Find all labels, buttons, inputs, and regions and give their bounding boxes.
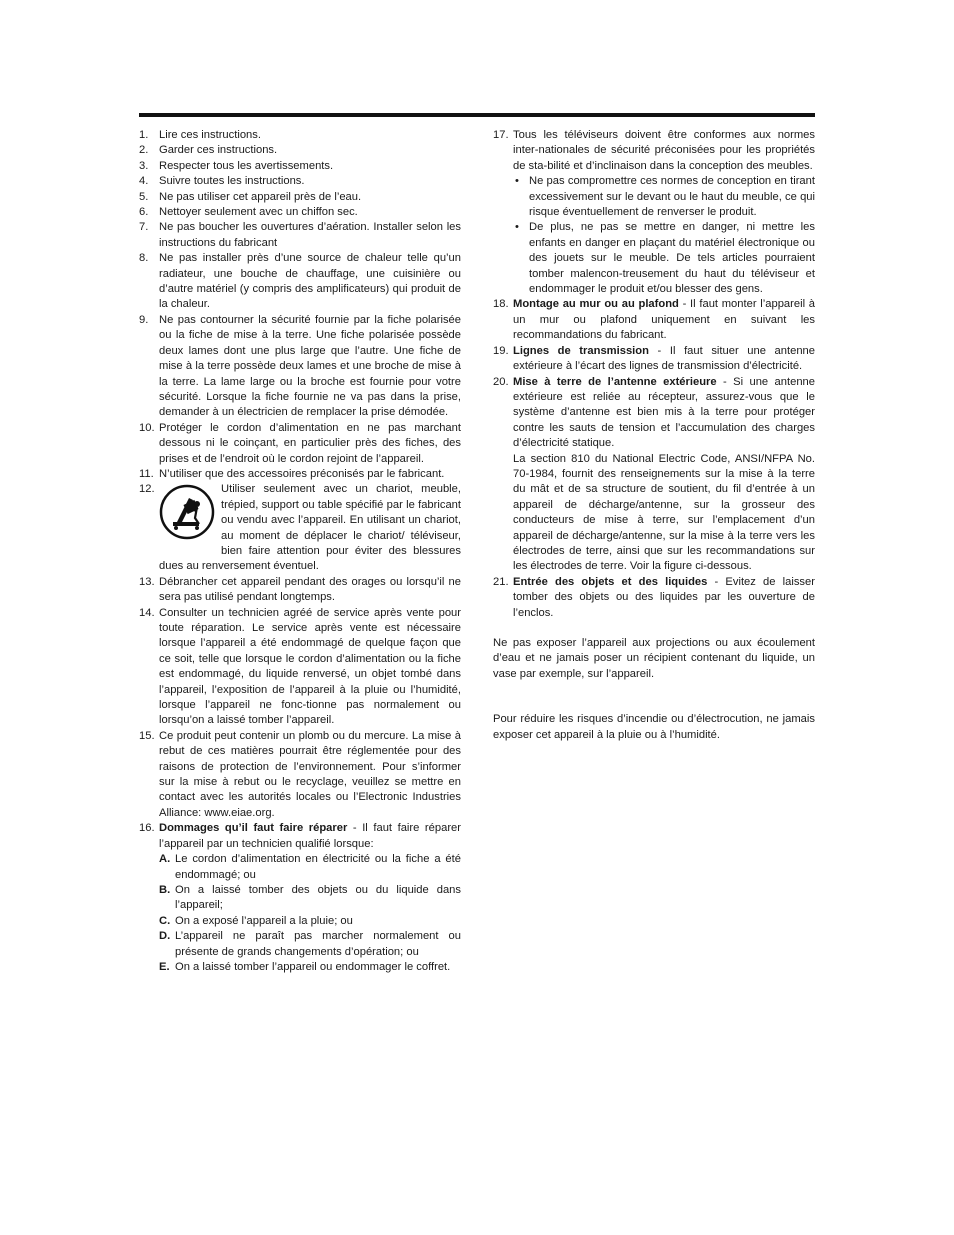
list-item-8: 8. Ne pas installer près d’une source de chaleur telle qu’un radiateur, une bouche de chauffage, une cuisinière ou d’autre matériel (y compris des amplificateurs) qui produit de la chaleur.	[139, 252, 461, 311]
list-item-10: 10. Protéger le cordon d’alimentation en ne pas marchant dessous ni le coinçant, en particulier près des fiches, des prises et de l’endroit où le cordon rejoint de l’appareil.	[139, 421, 461, 465]
right-column	[493, 128, 815, 743]
item18-heading: Montage au mur ou au plafond	[513, 298, 679, 311]
sub-item-e: E. On a laissé tomber l’appareil ou endommager le coffret.	[159, 960, 451, 973]
item21-heading: Entrée des objets et des liquides	[513, 575, 708, 588]
left-column	[139, 128, 461, 975]
item19-heading: Lignes de transmission	[513, 344, 649, 357]
item16-heading: Dommages qu’il faut faire réparer	[159, 822, 348, 835]
sub-item-a: A. Le cordon d’alimentation en électricité ou la fiche a été endommagé; ou	[159, 853, 461, 881]
bullet-item: • De plus, ne pas se mettre en danger, ni mettre les enfants en danger en plaçant du matériel électronique ou des jouets sur le meuble. De tels articles pourraient tomber malencon-treusement du haut du téléviseur et endommager le produit et/ou blesser des gens.	[515, 221, 815, 296]
list-item-9: 9. Ne pas contourner la sécurité fournie par la fiche polarisée ou la fiche de mise à la terre. Une fiche polarisée possède deux lames dont une plus large que l’autre. Une fiche de mise à la terre possède deux lames et une broche de mise à la terre. La lame large ou la broche est fournie pour votre sécurité. Lorsque la fiche fournie ne va pas dans la prise, demander à un électricien de remplacer la prise démodée.	[139, 313, 461, 419]
item20-nec-paragraph: La section 810 du National Electric Code, ANSI/NFPA No. 70-1984, fournit des renseignements sur la mise à la terre du mât et de sa structure de soutient, du fil d’entrée à un appareil de décharge/antenne, sur la grosseur des conducteurs de mise à terre, sur l’emplacement d’un appareil de décharge/antenne, sur la mise à la terre vers les électrodes de terre, ainsi que sur les recommandations sur les électrodes de terre. Voir la figure ci-dessous.	[513, 452, 815, 573]
cart-tip-over-warning-icon	[159, 484, 215, 542]
sub-item-d: D. L’appareil ne paraît pas marcher normalement ou présente de grands changements d’opération; ou	[159, 930, 461, 958]
list-item-2: 2. Garder ces instructions.	[139, 144, 278, 157]
sub-item-b: B. On a laissé tomber des objets ou du liquide dans l’appareil;	[159, 883, 461, 912]
list-item-21: 21. Entrée des objets et des liquides - Evitez de laisser tomber des objets ou des liquides par les ouverture de l’enclos.	[493, 575, 815, 619]
list-item-15: 15. Ce produit peut contenir un plomb ou du mercure. La mise à rebut de ces matières pourrait être réglementée pour des raisons de protection de l’environnement. Pour s’informer sur la mise à rebut ou le recyclage, veuillez se mettre en contact avec les autorités locales ou l’Electronic Industries Alliance: www.eiae.org.	[139, 729, 461, 819]
fire-shock-warning-note: Pour réduire les risques d’incendie ou d’électrocution, ne jamais exposer cet appareil à la pluie ou à l’humidité.	[493, 713, 815, 741]
liquid-warning-note: Ne pas exposer l’appareil aux projections ou aux écoulement d’eau et ne jamais poser un récipient contenant du liquide, un vase par exemple, sur l’appareil.	[493, 637, 815, 680]
list-item-20: 20. Mise à terre de l’antenne extérieure - Si une antenne extérieure est reliée au récepteur, assurez-vous que le système d’antenne est bien mis à la terre pour protéger contre les sauts de tension et l’accumulation des charges d’électricité statique. La section 810 du National Electric Code, ANSI/NFPA No. 70-1984, fournit des renseignements sur la mise à la terre du mât et de sa structure de soutient, du fil d’entrée à un appareil de décharge/antenne, sur la grosseur des conducteurs de mise à terre, sur l’emplacement d’un appareil de décharge/antenne, sur la mise à la terre vers les électrodes de terre, ainsi que sur les recommandations sur les électrodes de terre. Voir la figure ci-dessous.	[493, 375, 815, 575]
bullet-item: • Ne pas compromettre ces normes de conception en tirant excessivement sur le devant ou le haut du meuble, ce qui risque éventuellement de renverser le produit.	[515, 175, 815, 219]
list-item-4: 4. Suivre toutes les instructions.	[139, 175, 305, 188]
list-item-19: 19. Lignes de transmission - Il faut situer une antenne extérieure à l’écart des lignes de transmission d’électricité.	[493, 344, 815, 373]
sub-item-c: C. On a exposé l’appareil a la pluie; ou	[159, 914, 353, 927]
list-item-16: 16. Dommages qu’il faut faire réparer - Il faut faire réparer l’appareil par un technicien qualifié lorsque: A. Le cordon d’alimentation en électricité ou la fiche a été endommagé; ou B. On a laissé tomber des objets ou du liquide dans l’appareil; C. On a exposé l’appareil a la pluie; ou D. L’appareil ne paraît pas marcher normalement ou présente de grands changements d’opération; ou E. On a laissé tomber l’appareil ou endommager le coffret.	[139, 821, 461, 975]
list-item-6: 6. Nettoyer seulement avec un chiffon sec.	[139, 206, 358, 219]
list-item-3: 3. Respecter tous les avertissements.	[139, 159, 334, 172]
list-item-17: 17. Tous les téléviseurs doivent être conformes aux normes inter-nationales de sécurité préconisées pour les propriétés de sta-bilité et d’inclinaison dans la conception des meubles. • Ne pas compromettre ces normes de conception en tirant excessivement sur le devant ou le haut du meuble, ce qui risque éventuellement de renverser le produit. • De plus, ne pas se mettre en danger, ni mettre les enfants en danger en plaçant du matériel électronique ou des jouets sur le meuble. De tels articles pourraient tomber malencon-treusement du haut du téléviseur et endommager le produit et/ou blesser des gens.	[493, 128, 815, 297]
list-item-13: 13. Débrancher cet appareil pendant des orages ou lorsqu’il ne sera pas utilisé pendant longtemps.	[139, 575, 461, 604]
list-item-14: 14. Consulter un technicien agréé de service après vente pour toute réparation. Le service après vente est nécessaire lorsque l’appareil a été endommagé de quelque façon que ce soit, telle que lorsque le cordon d’alimentation ou la fiche est endommagé, du liquide renversé, un objet tombé dans l’appareil, l’exposition de l’appareil à la pluie ou l’humidité, lorsque l’appareil ne fonc-tionne pas normalement ou lorsqu’on a laissé tomber l’appareil.	[139, 606, 461, 727]
top-rule	[139, 113, 815, 117]
item20-heading: Mise à terre de l’antenne extérieure	[513, 375, 717, 388]
list-item-12: 12. Utiliser seulement avec un chariot, meuble, trépied, support ou table spécifié par le fabricant ou vendu avec l’appareil. En utilisant un chariot, au moment de déplacer le chariot/ téléviseur, bien faire attention pour éviter des blessures dues au renversement éventuel.	[139, 482, 461, 574]
list-item-18: 18. Montage au mur ou au plafond - Il faut monter l’appareil à un mur ou plafond uniquement en suivant les recommandations du fabricant.	[493, 298, 815, 342]
list-item-11: 11. N’utiliser que des accessoires préconisés par le fabricant.	[139, 467, 445, 480]
list-item-12-text: Utiliser seulement avec un chariot, meuble, trépied, support ou table spécifié par le fabricant ou vendu avec l’appareil. En utilisant un chariot, au moment de déplacer le chariot/ téléviseur, bien faire attention pour éviter des blessures dues au renversement éventuel.	[159, 483, 461, 573]
list-item-1: 1. Lire ces instructions.	[139, 129, 261, 141]
list-item-7: 7. Ne pas boucher les ouvertures d’aération. Installer selon les instructions du fabricant	[139, 221, 461, 249]
list-item-5: 5. Ne pas utiliser cet appareil près de l’eau.	[139, 190, 362, 203]
